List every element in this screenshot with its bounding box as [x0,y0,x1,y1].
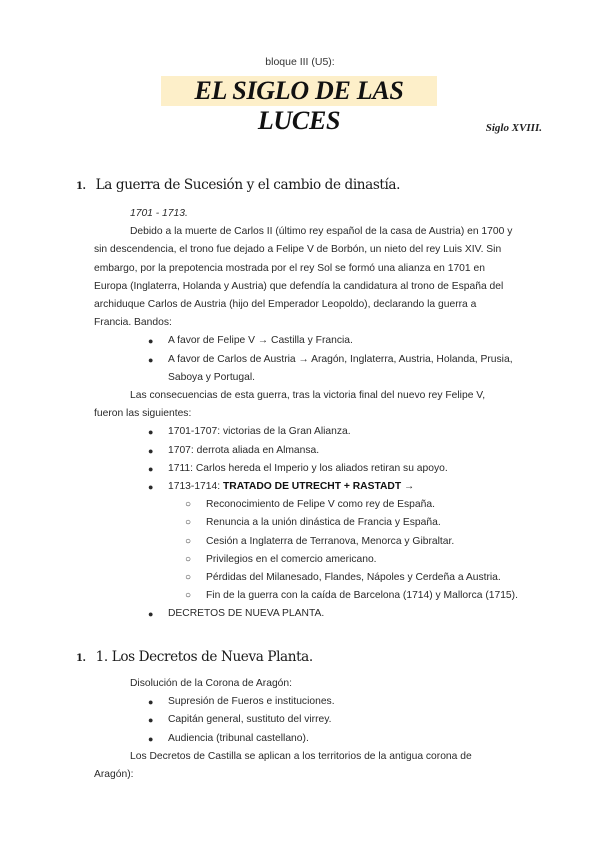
bandos-list [94,332,544,387]
section-1-number: 1. [76,181,86,192]
bullet-icon: ● [148,445,154,456]
bullet-icon: ● [148,733,154,744]
tratado-title: TRATADO DE UTRECHT + RASTADT [222,481,402,493]
bullet-icon: ● [148,354,154,365]
paragraph-line: Debido a la muerte de Carlos II (último rey español de la casa de Austria) en 1700 y [130,226,513,238]
paragraph-line: embargo, por la prepotencia mostrada por el rey Sol se formó una alianza en 1701 en [94,262,485,274]
list-item-text: Supresión de Fueros e instituciones. [168,696,335,708]
list-item-text: DECRETOS DE NUEVA PLANTA. [168,608,325,620]
paragraph-line: Aragón): [94,769,134,781]
list-item-text: 1707: derrota aliada en Almansa. [168,444,320,456]
list-item [148,442,544,460]
circle-bullet-icon: ○ [185,553,192,565]
paragraph-line: fueron las siguientes: [94,408,192,420]
tratado-prefix: 1713-1714: [168,481,223,493]
sub-list-item [185,569,544,587]
bullet-icon: ● [148,482,154,493]
paragraph-line: Europa (Inglaterra, Holanda y Austria) que defendía la candidatura al trono de España del [94,280,504,292]
section-2-title: 1. Los Decretos de Nueva Planta. [95,649,313,665]
sub-list-item-text: Reconocimiento de Felipe V como rey de España. [206,499,435,511]
list-item-tratado [148,478,544,496]
list-item [148,351,544,387]
circle-bullet-icon: ○ [185,590,192,602]
list-item-text: Saboya y Portugal. [168,371,256,383]
list-item-text: Capitán general, sustituto del virrey. [168,714,332,726]
sub-list-item [185,514,544,532]
list-item-text: Audiencia (tribunal castellano). [168,732,309,744]
page-title: EL SIGLO DE LAS LUCES [161,76,437,106]
decretos-list [94,693,544,748]
paragraph-line: Francia. Bandos: [94,317,172,329]
paragraph-line: archiduque Carlos de Austria (hijo del Emperador Leopoldo), declarando la guerra a [94,299,477,311]
dates-line: 1701 - 1713. [130,208,188,219]
paragraph-line: Disolución de la Corona de Aragón: [130,678,292,689]
circle-bullet-icon: ○ [185,517,192,529]
list-item-text: A favor de Carlos de Austria → Aragón, Inglaterra, Austria, Holanda, Prusia, [168,353,513,365]
section-2-heading [76,649,313,665]
circle-bullet-icon: ○ [185,572,192,584]
list-item [148,711,544,729]
arrow-icon: → [401,481,415,493]
sub-list-item-text: Cesión a Inglaterra de Terranova, Menorca y Gibraltar. [206,535,455,547]
circle-bullet-icon: ○ [185,499,192,511]
century-label: Siglo XVIII. [485,122,542,134]
bullet-icon: ● [148,715,154,726]
bullet-icon: ● [148,336,154,347]
bullet-icon: ● [148,697,154,708]
bullet-icon: ● [148,609,154,620]
bullet-icon: ● [148,427,154,438]
section-2-number: 1. [76,653,86,664]
tratado-sublist [148,496,544,605]
paragraph-line: Las consecuencias de esta guerra, tras la victoria final del nuevo rey Felipe V, [130,390,486,402]
section-1-body [94,205,544,624]
list-item [148,693,544,711]
sub-list-item [185,551,544,569]
section-1-title: La guerra de Sucesión y el cambio de dinastía. [95,177,401,193]
list-item-text: 1701-1707: victorias de la Gran Alianza. [168,426,351,438]
consecuencias-list [94,423,544,623]
list-item-text: 1711: Carlos hereda el Imperio y los aliados retiran su apoyo. [168,462,448,474]
section-1-heading [76,177,400,193]
list-item [148,605,544,623]
list-item [148,423,544,441]
block-label: bloque III (U5): [265,56,335,68]
section-2-body [94,675,544,784]
bullet-icon: ● [148,463,154,474]
list-item-text: A favor de Felipe V → Castilla y Francia. [168,335,353,347]
paragraph-line: Los Decretos de Castilla se aplican a los territorios de la antigua corona de [130,750,472,762]
sub-list-item-text: Fin de la guerra con la caída de Barcelona (1714) y Mallorca (1715). [206,590,518,602]
sub-list-item [185,587,544,605]
sub-list-item-text: Privilegios en el comercio americano. [206,553,377,565]
sub-list-item [185,496,544,514]
paragraph-line: sin descendencia, el trono fue dejado a Felipe V de Borbón, un nieto del rey Luis XIV. Sin [94,244,502,256]
list-item [148,460,544,478]
sub-list-item-text: Pérdidas del Milanesado, Flandes, Nápoles y Cerdeña a Austria. [206,572,501,584]
list-item [148,332,544,350]
sub-list-item [185,533,544,551]
list-item [148,730,544,748]
sub-list-item-text: Renuncia a la unión dinástica de Francia y España. [206,517,441,529]
circle-bullet-icon: ○ [185,535,192,547]
